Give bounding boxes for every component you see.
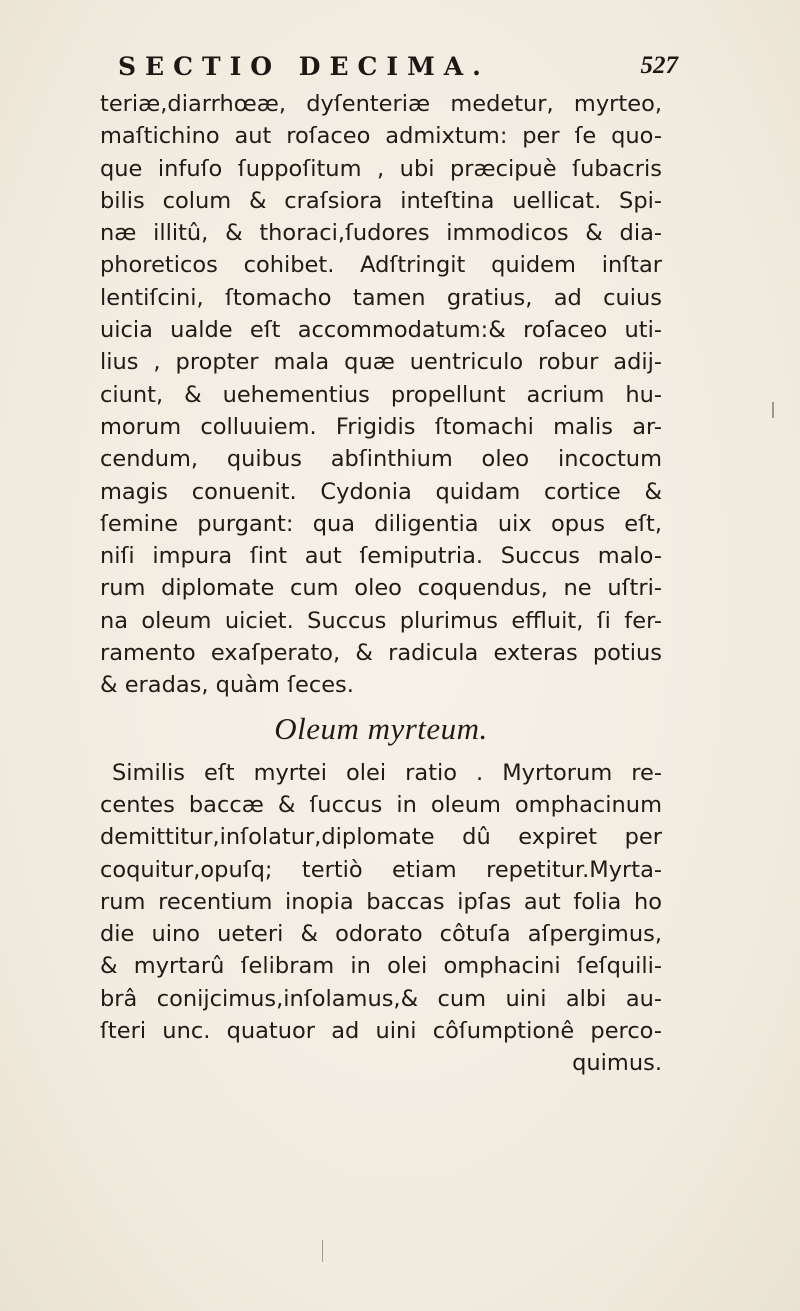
- stray-mark: [322, 1240, 323, 1262]
- text-line: teriæ,diarrhœæ, dyſenteriæ medetur, myrteo,: [100, 91, 662, 117]
- page-number: 527: [640, 52, 678, 79]
- text-line: bilis colum & craſsiora inteſtina uellicat. Spi-: [100, 187, 662, 214]
- text-line: magis conuenit. Cydonia quidam cortice &: [100, 478, 662, 505]
- text-line: phoreticos cohibet. Adſtringit quidem inſtar: [100, 252, 662, 279]
- text-line: brâ conijcimus,inſolamus,& cum uini albi au-: [100, 985, 662, 1012]
- text-line: que infuſo ſuppoſitum , ubi præcipuè ſubacris: [100, 155, 662, 182]
- text-line: & myrtarû ſelibram in olei omphacini ſeſquili-: [100, 953, 662, 980]
- text-line: na oleum uiciet. Succus plurimus effluit, ſi fer-: [100, 607, 662, 634]
- text-line: morum colluuiem. Frigidis ſtomachi malis ar-: [100, 413, 662, 440]
- running-head: SECTIO DECIMA.: [118, 52, 490, 81]
- paragraph-1: [100, 88, 662, 702]
- text-line: Similis eſt myrtei olei ratio . Myrtorum re-: [112, 759, 662, 786]
- text-line: ſteri unc. quatuor ad uini côſumptionê perco-: [100, 1018, 662, 1045]
- text-line: ramento exaſperato, & radicula exteras potius: [100, 640, 662, 667]
- section-heading: Oleum myrteum.: [274, 710, 488, 746]
- text-line: quimus.: [572, 1050, 662, 1077]
- text-line: ciunt, & uehementius propellunt acrium hu-: [100, 381, 662, 408]
- text-line: rum recentium inopia baccas ipſas aut folia ho: [100, 888, 662, 915]
- paragraph-2: [100, 757, 662, 1080]
- text-line: demittitur,inſolatur,diplomate dû expiret per: [100, 824, 662, 851]
- text-line: coquitur,opuſq; tertiò etiam repetitur.Myrta-: [100, 856, 662, 883]
- text-line: centes baccæ & ſuccus in oleum omphacinum: [100, 791, 662, 818]
- page-header: [118, 52, 678, 92]
- stray-mark: [772, 402, 774, 418]
- text-line: niſi impura ſint aut ſemiputria. Succus malo-: [100, 543, 662, 570]
- text-line: rum diplomate cum oleo coquendus, ne uſtri-: [100, 575, 662, 602]
- text-line: lentiſcini, ſtomacho tamen gratius, ad cuius: [100, 284, 662, 311]
- text-line: die uino ueteri & odorato côtuſa aſpergimus,: [100, 921, 662, 948]
- text-line: maſtichino aut roſaceo admixtum: per ſe quo-: [100, 123, 662, 150]
- text-line: ſemine purgant: qua diligentia uix opus eſt,: [100, 510, 662, 537]
- text-line: lius , propter mala quæ uentriculo robur adij-: [100, 349, 662, 376]
- main-text-block: [100, 88, 662, 1080]
- text-line: næ illitû, & thoraci,ſudores immodicos & dia-: [100, 220, 662, 247]
- text-line: & eradas, quàm ſeces.: [100, 672, 354, 699]
- text-line: uicia ualde eſt accommodatum:& roſaceo uti-: [100, 317, 662, 344]
- text-line: cendum, quibus abſinthium oleo incoctum: [100, 446, 662, 473]
